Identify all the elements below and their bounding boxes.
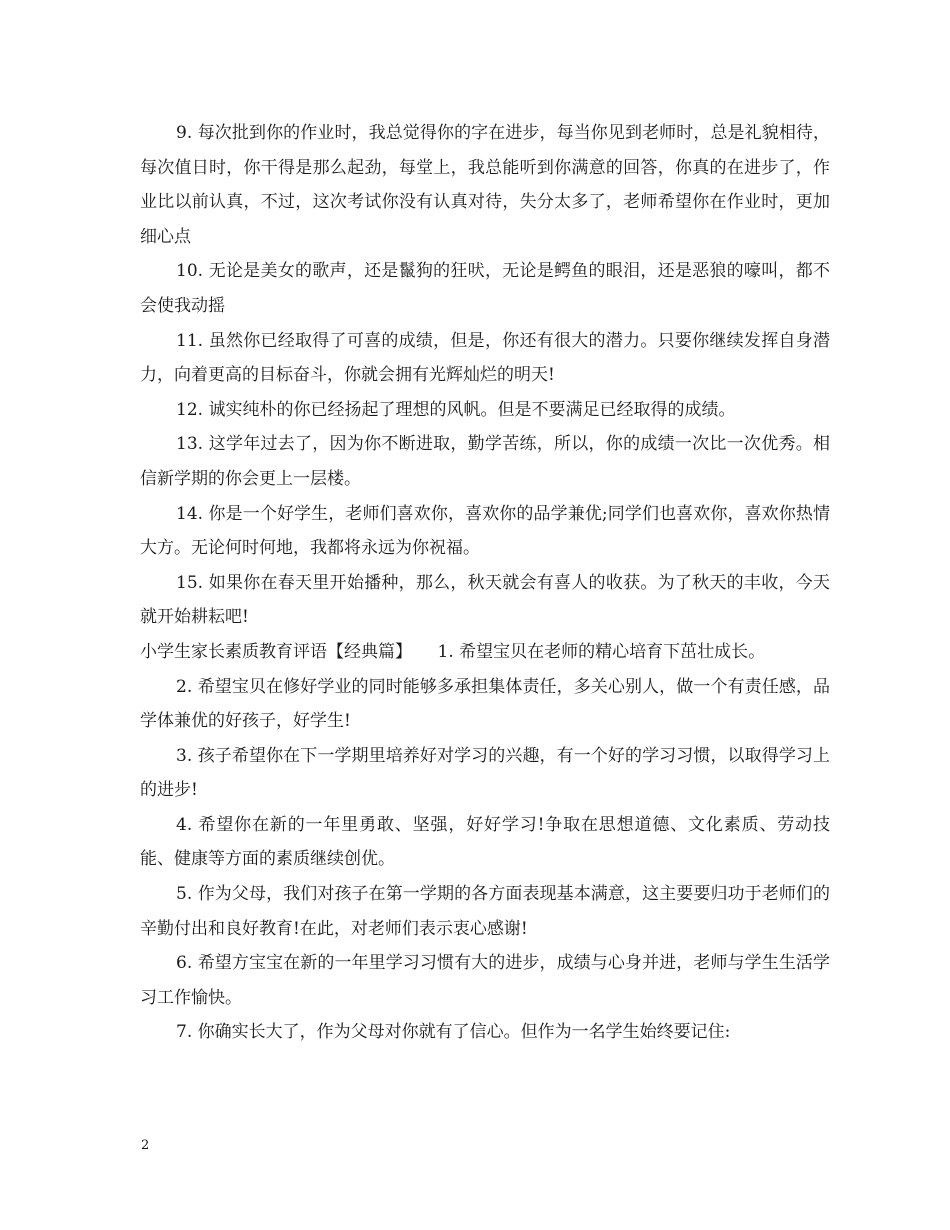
parent-comment-3: 3. 孩子希望你在下一学期里培养好对学习的兴趣，有一个好的学习习惯，以取得学习上的进步!	[140, 745, 830, 801]
paragraph-12: 12. 诚实纯朴的你已经扬起了理想的风帆。但是不要满足已经取得的成绩。	[176, 399, 736, 420]
parent-comment-4: 4. 希望你在新的一年里勇敢、坚强，好好学习!争取在思想道德、文化素质、劳动技能、健康等方面的素质继续创优。	[140, 814, 830, 870]
paragraph-9: 9. 每次批到你的作业时，我总觉得你的字在进步，每当你见到老师时，总是礼貌相待，每次值日时，你干得是那么起劲，每堂上，我总能听到你满意的回答，你真的在进步了，作业比以前认真，不过，这次考试你没有认真对待，失分太多了，老师希望你在作业时，更加细心点	[140, 123, 830, 247]
page-number: 2	[141, 1138, 150, 1153]
parent-comment-7: 7. 你确实长大了，作为父母对你就有了信心。但作为一名学生始终要记住:	[176, 1022, 731, 1043]
parent-comment-2: 2. 希望宝贝在修好学业的同时能够多承担集体责任，多关心别人，做一个有责任感，品学体兼优的好孩子，好学生!	[140, 676, 830, 732]
document-body	[140, 116, 830, 1050]
paragraph-14: 14. 你是一个好学生，老师们喜欢你，喜欢你的品学兼优;同学们也喜欢你，喜欢你热情大方。无论何时何地，我都将永远为你祝福。	[140, 503, 830, 559]
parent-comment-5: 5. 作为父母，我们对孩子在第一学期的各方面表现基本满意，这主要要归功于老师们的辛勤付出和良好教育!在此，对老师们表示衷心感谢!	[140, 884, 830, 939]
paragraph-10: 10. 无论是美女的歌声，还是鬣狗的狂吠，无论是鳄鱼的眼泪，还是恶狼的嚎叫，都不会使我动摇	[140, 261, 830, 316]
section-heading-parent-comments: 小学生家长素质教育评语【经典篇】 1. 希望宝贝在老师的精心培育下茁壮成长。	[140, 641, 766, 662]
paragraph-15: 15. 如果你在春天里开始播种，那么，秋天就会有喜人的收获。为了秋天的丰收，今天就开始耕耘吧!	[140, 572, 830, 628]
paragraph-13: 13. 这学年过去了，因为你不断进取，勤学苦练，所以，你的成绩一次比一次优秀。相信新学期的你会更上一层楼。	[140, 434, 830, 489]
paragraph-11: 11. 虽然你已经取得了可喜的成绩，但是，你还有很大的潜力。只要你继续发挥自身潜力，向着更高的目标奋斗，你就会拥有光辉灿烂的明天!	[140, 330, 830, 386]
parent-comment-6: 6. 希望方宝宝在新的一年里学习习惯有大的进步，成绩与心身并进，老师与学生生活学习工作愉快。	[140, 953, 830, 1008]
